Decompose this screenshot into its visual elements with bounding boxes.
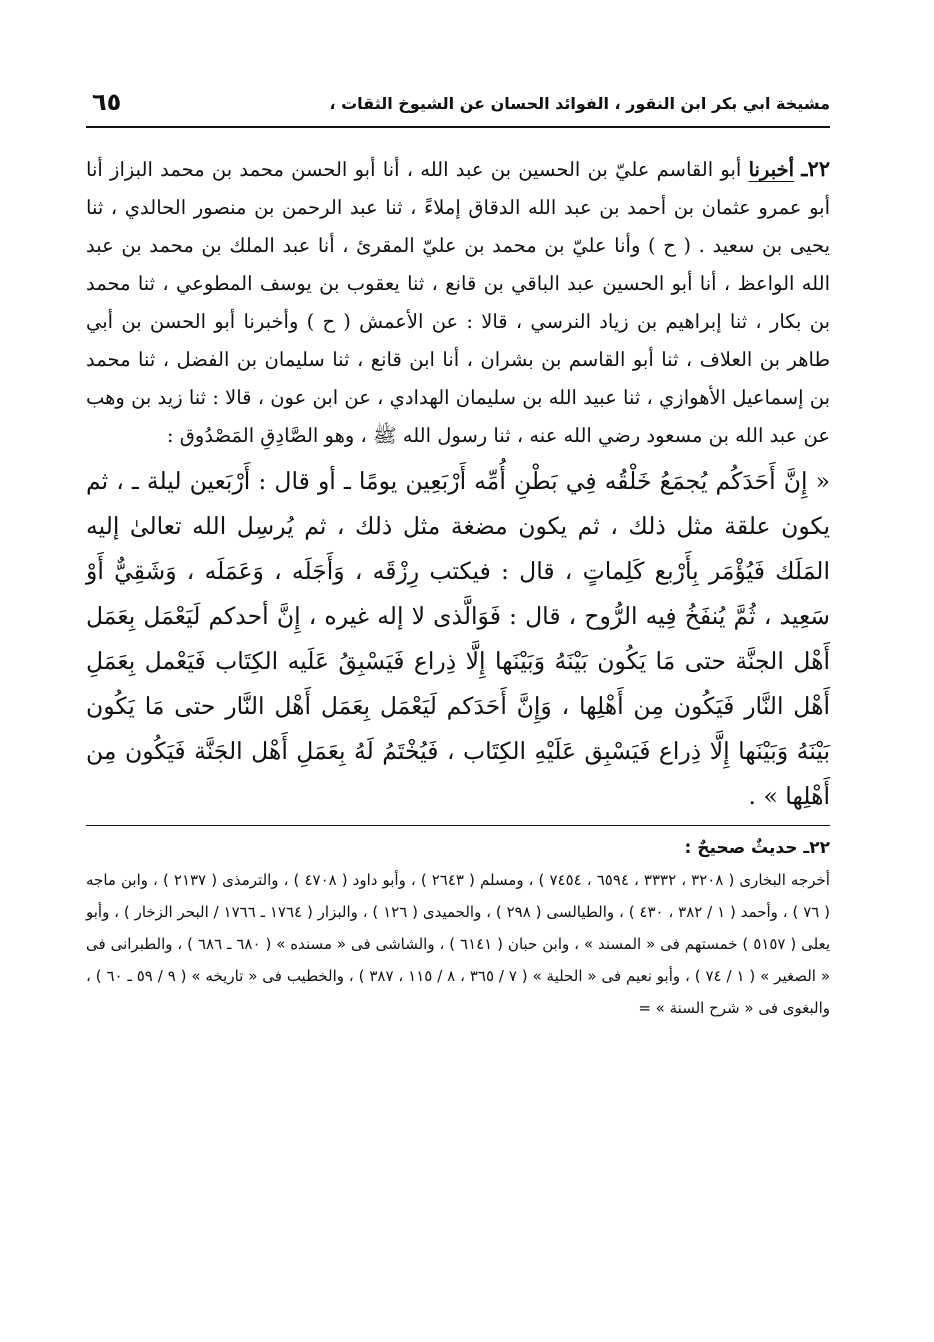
hadith-matn: « إِنَّ أَحَدَكُم يُجمَعُ خَلْقُه فِي بَطْنِ أُمِّه أَرْبَعِين يومًا ـ أو قال : أَرْبَعين ليلة ـ ، ثم يكون علقة مثل ذلك ، ثم يكون مضغة مثل ذلك ، ثم يُرسِل الله تعالىٰ إليه المَلَك فَيُؤْمَر بِأَرْبع كَلِماتٍ ، قال : فيكتب رِزْقَه ، وَأَجَلَه ، وَعَمَلَه ، وَشَقِيٌّ أَوْ سَعِيد ، ثُمَّ يُنفَخُ فِيه الرُّوح ، قال : فَوَالَّذى لا إله غيره ، إِنَّ أحدكم لَيَعْمَل بِعَمَل أَهْل الجنَّة حتى مَا يَكُون بَيْنَهُ وَبَيْنَها إِلَّا ذِراع فَيَسْبِقُ عَلَيه الكِتَاب فَيَعْمل بِعَمَلِ أَهْل النَّار فَيَكُون مِن أَهْلِها ، وَإِنَّ أَحَدَكم لَيَعْمَل بِعَمَل أَهْل النَّار حتى مَا يَكُون بَيْنَهُ وَبَيْنَها إِلَّا ذِراع فَيَسْبِق عَلَيْهِ الكِتَاب ، فَيُخْتَمُ لَهُ بِعَمَلِ أَهْل الجَنَّة فَيَكُون مِن أَهْلِها » . [86,459,830,826]
page-number: ٦٥ [92,88,122,116]
hadith-isnad: أبو القاسم عليّ بن الحسين بن عبد الله ، أنا أبو الحسن محمد بن محمد البزاز أنا أبو عمرو عثمان بن أحمد بن عبد الله الدقاق إملاءً ، ثنا عبد الرحمن بن منصور الحالدي ، ثنا يحيى بن سعيد . ( ح ) وأنا عليّ بن محمد بن عليّ المقرئ ، أنا عبد الملك بن محمد بن عبد الله الواعظ ، أنا أبو الحسين عبد الباقي بن قانع ، ثنا يعقوب بن يوسف المطوعي ، ثنا محمد بن بكار ، ثنا إبراهيم بن زياد النرسي ، قالا : عن الأعمش ( ح ) وأخبرنا أبو الحسن بن أبي طاهر بن العلاف ، ثنا أبو القاسم بن بشران ، أنا ابن قانع ، ثنا سليمان بن الفضل ، ثنا محمد بن إسماعيل الأهوازي ، ثنا عبيد الله بن سليمان الهدادي ، عن ابن عون ، قالا : ثنا زيد بن وهب عن عبد الله بن مسعود رضي الله عنه ، ثنا رسول الله ﷺ ، وهو الصَّادِقِ المَصْدُوق : [86,158,830,447]
hadith-opening-word: أخبرنا [748,158,795,181]
book-page [86,86,830,1024]
footnote-heading: ٢٢ـ حديثٌ صحيحٌ : [684,838,830,858]
footnote-takhrij: أخرجه البخارى ( ٣٢٠٨ ، ٣٣٣٢ ، ٦٥٩٤ ، ٧٤٥٤ ) ، ومسلم ( ٢٦٤٣ ) ، وأبو داود ( ٤٧٠٨ ) ، والترمذى ( ٢١٣٧ ) ، وابن ماجه ( ٧٦ ) ، وأحمد ( ١ / ٣٨٢ ، ٤٣٠ ) ، والطيالسى ( ٢٩٨ ) ، والحميدى ( ١٢٦ ) ، والبزار ( ١٧٦٤ ـ ١٧٦٦ / البحر الزخار ) ، وأبو يعلى ( ٥١٥٧ ) خمستهم فى « المسند » ، وابن حبان ( ٦١٤١ ) ، والشاشى فى « مسنده » ( ٦٨٠ ـ ٦٨٦ ) ، والطبرانى فى « الصغير » ( ١ / ٧٤ ) ، وأبو نعيم فى « الحلية » ( ٧ / ٣٦٥ ، ٨ / ١١٥ ، ٣٨٧ ) ، والخطيب فى « تاريخه » ( ٩ / ٥٩ ـ ٦٠ ) ، والبغوى فى « شرح السنة » = [86,871,831,1017]
footnotes [86,832,830,1024]
running-header [86,86,830,128]
hadith-isnad-paragraph [86,150,830,455]
running-title: مشيخة ابي بكر ابن النقور ، الفوائد الحسان عن الشيوخ الثقات ، [329,94,830,113]
hadith-number: ٢٢ـ [801,156,831,181]
